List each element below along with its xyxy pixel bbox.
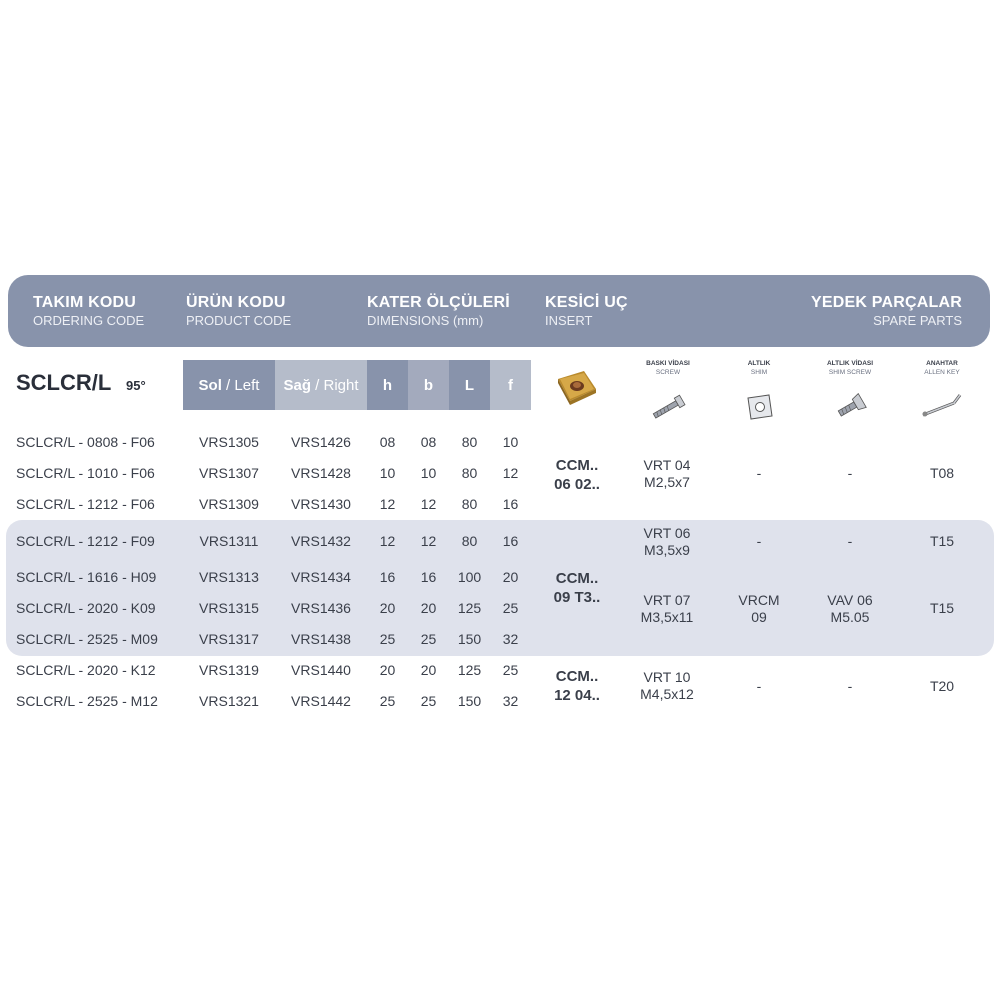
group-1-shim: - bbox=[756, 465, 762, 481]
group-2-screw-b-line1: VRT 07 bbox=[643, 592, 691, 608]
row-right-cell: VRS1432 bbox=[291, 533, 351, 549]
row-b-cell: 08 bbox=[420, 434, 437, 450]
header-spare-tr: YEDEK PARÇALAR bbox=[811, 294, 962, 311]
row-left-cell: VRS1317 bbox=[199, 631, 259, 647]
group-2-shim-screw-b-line2: M5.05 bbox=[830, 609, 870, 625]
row-b-cell: 20 bbox=[420, 662, 437, 678]
row-right-cell: VRS1434 bbox=[291, 569, 351, 585]
group-1-screw-line2: M2,5x7 bbox=[644, 474, 690, 490]
row-h-cell: 25 bbox=[379, 631, 396, 647]
row-code-cell: SCLCR/L - 2020 - K12 bbox=[16, 662, 156, 678]
group-3-allen-key: T20 bbox=[929, 678, 955, 694]
row-right-cell: VRS1436 bbox=[291, 600, 351, 616]
row-b-cell: 10 bbox=[420, 465, 437, 481]
row-h-cell: 08 bbox=[379, 434, 396, 450]
row-h-cell: 12 bbox=[379, 496, 396, 512]
group-2-shim-b bbox=[714, 592, 804, 626]
row-right-cell: VRS1430 bbox=[291, 496, 351, 512]
row-f-cell: 32 bbox=[502, 631, 519, 647]
row-L-cell: 150 bbox=[457, 693, 482, 709]
group-3-screw-line2: M4,5x12 bbox=[640, 686, 694, 702]
spare-header-shim bbox=[714, 359, 804, 377]
subheader-b: b bbox=[408, 360, 449, 410]
group-3-screw-line1: VRT 10 bbox=[643, 669, 691, 685]
spare-header-screw bbox=[623, 359, 713, 377]
row-L-cell: 80 bbox=[461, 465, 478, 481]
spare-header-allen-key bbox=[897, 359, 987, 377]
row-b-cell: 12 bbox=[420, 496, 437, 512]
spare-header-shim-screw-tr: ALTLIK VİDASI bbox=[826, 360, 874, 367]
row-L-cell: 80 bbox=[461, 434, 478, 450]
subheader-right-tr: Sağ bbox=[283, 376, 311, 394]
row-L-cell: 100 bbox=[457, 569, 482, 585]
row-left-cell: VRS1305 bbox=[199, 434, 259, 450]
row-code-cell: SCLCR/L - 2525 - M09 bbox=[16, 631, 158, 647]
group-2-screw-a-line1: VRT 06 bbox=[643, 525, 691, 541]
row-code-cell: SCLCR/L - 1616 - H09 bbox=[16, 569, 157, 585]
group-3-screw bbox=[622, 669, 712, 703]
group-3-insert-line1: CCM.. bbox=[555, 668, 599, 685]
row-L-cell: 80 bbox=[461, 533, 478, 549]
row-L-cell: 125 bbox=[457, 662, 482, 678]
row-L-cell: 125 bbox=[457, 600, 482, 616]
row-code-cell: SCLCR/L - 1212 - F09 bbox=[16, 533, 155, 549]
header-ordering-en: ORDERING CODE bbox=[33, 313, 145, 328]
group-1-insert-line1: CCM.. bbox=[555, 457, 599, 474]
row-b-cell: 16 bbox=[420, 569, 437, 585]
spare-header-allen-key-tr: ANAHTAR bbox=[926, 360, 958, 367]
subheader-left bbox=[183, 360, 275, 410]
row-code-cell: SCLCR/L - 2020 - K09 bbox=[16, 600, 156, 616]
product-title: SCLCR/L bbox=[16, 370, 112, 395]
header-product-code bbox=[186, 293, 291, 329]
row-code-cell: SCLCR/L - 1212 - F06 bbox=[16, 496, 155, 512]
row-f-cell: 20 bbox=[502, 569, 519, 585]
group-2-insert-line2: 09 T3.. bbox=[553, 589, 601, 606]
header-ordering-code bbox=[33, 293, 144, 329]
header-product-en: PRODUCT CODE bbox=[186, 313, 292, 328]
row-f-cell: 25 bbox=[502, 662, 519, 678]
group-2-screw-a bbox=[622, 525, 712, 559]
group-1-allen-key: T08 bbox=[929, 465, 955, 481]
subheader-L: L bbox=[449, 360, 490, 410]
header-insert-tr: KESİCİ UÇ bbox=[545, 294, 628, 311]
row-f-cell: 32 bbox=[502, 693, 519, 709]
spare-header-shim-screw bbox=[805, 359, 895, 377]
group-1-screw bbox=[622, 457, 712, 491]
subheader-left-tr: Sol bbox=[198, 376, 222, 394]
row-h-cell: 20 bbox=[379, 662, 396, 678]
group-1-insert-line2: 06 02.. bbox=[554, 476, 600, 493]
subheader-h: h bbox=[367, 360, 408, 410]
row-code-cell: SCLCR/L - 1010 - F06 bbox=[16, 465, 155, 481]
group-2-shim-screw-b bbox=[805, 592, 895, 626]
row-h-cell: 20 bbox=[379, 600, 396, 616]
subheader-right-en: Right bbox=[323, 376, 359, 394]
row-b-cell: 20 bbox=[420, 600, 437, 616]
subheader-left-en: Left bbox=[234, 376, 260, 394]
group-2-shim-b-line2: 09 bbox=[751, 609, 767, 625]
row-f-cell: 16 bbox=[502, 496, 519, 512]
allen-key-icon bbox=[920, 393, 966, 421]
group-3-insert-line2: 12 04.. bbox=[554, 687, 600, 704]
row-h-cell: 10 bbox=[379, 465, 396, 481]
product-angle: 95° bbox=[126, 378, 146, 393]
shim-icon bbox=[745, 392, 775, 422]
subheader-left-sep: / bbox=[221, 376, 235, 394]
row-left-cell: VRS1321 bbox=[199, 693, 259, 709]
row-b-cell: 25 bbox=[420, 631, 437, 647]
screw-icon bbox=[648, 392, 690, 422]
spare-header-shim-screw-en: SHIM SCREW bbox=[828, 369, 872, 376]
header-dimensions bbox=[367, 293, 510, 329]
row-h-cell: 25 bbox=[379, 693, 396, 709]
subheader-right-sep: / bbox=[310, 376, 324, 394]
row-code-cell: SCLCR/L - 0808 - F06 bbox=[16, 434, 155, 450]
header-ordering-tr: TAKIM KODU bbox=[33, 294, 137, 311]
row-f-cell: 25 bbox=[502, 600, 519, 616]
group-1-insert bbox=[540, 456, 614, 494]
row-L-cell: 80 bbox=[461, 496, 478, 512]
spare-header-allen-key-en: ALLEN KEY bbox=[924, 369, 960, 376]
row-left-cell: VRS1315 bbox=[199, 600, 259, 616]
row-right-cell: VRS1442 bbox=[291, 693, 351, 709]
spare-header-screw-tr: BASKI VİDASI bbox=[646, 360, 690, 367]
subheader-f: f bbox=[490, 360, 531, 410]
row-f-cell: 12 bbox=[502, 465, 519, 481]
row-left-cell: VRS1307 bbox=[199, 465, 259, 481]
table-header-bar bbox=[8, 275, 990, 347]
group-2-screw-a-line2: M3,5x9 bbox=[644, 542, 690, 558]
shim-screw-icon bbox=[834, 393, 868, 421]
row-h-cell: 16 bbox=[379, 569, 396, 585]
header-insert-en: INSERT bbox=[545, 313, 593, 328]
group-2-shim-screw-b-line1: VAV 06 bbox=[827, 592, 873, 608]
row-left-cell: VRS1309 bbox=[199, 496, 259, 512]
group-2-screw-b-line2: M3,5x11 bbox=[640, 609, 694, 625]
group-3-insert bbox=[540, 667, 614, 705]
row-L-cell: 150 bbox=[457, 631, 482, 647]
header-dimensions-en: DIMENSIONS (mm) bbox=[367, 313, 484, 328]
row-right-cell: VRS1440 bbox=[291, 662, 351, 678]
spare-header-shim-tr: ALTLIK bbox=[747, 360, 771, 367]
group-2-allen-key-b: T15 bbox=[929, 600, 955, 616]
row-f-cell: 16 bbox=[502, 533, 519, 549]
header-spare-en: SPARE PARTS bbox=[873, 313, 962, 328]
row-right-cell: VRS1428 bbox=[291, 465, 351, 481]
group-2-allen-key-a: T15 bbox=[929, 533, 955, 549]
row-left-cell: VRS1319 bbox=[199, 662, 259, 678]
spare-header-screw-en: SCREW bbox=[655, 369, 681, 376]
row-b-cell: 25 bbox=[420, 693, 437, 709]
row-right-cell: VRS1426 bbox=[291, 434, 351, 450]
row-code-cell: SCLCR/L - 2525 - M12 bbox=[16, 693, 158, 709]
header-insert bbox=[545, 293, 628, 329]
group-2-shim-b-line1: VRCM bbox=[738, 592, 780, 608]
insert-icon bbox=[554, 367, 598, 407]
header-spare-parts bbox=[811, 293, 962, 329]
row-f-cell: 10 bbox=[502, 434, 519, 450]
group-3-shim-screw: - bbox=[847, 678, 853, 694]
group-2-insert-line1: CCM.. bbox=[555, 570, 599, 587]
row-right-cell: VRS1438 bbox=[291, 631, 351, 647]
spare-header-shim-en: SHIM bbox=[750, 369, 768, 376]
subheader-right bbox=[275, 360, 367, 410]
group-2-insert bbox=[540, 569, 614, 607]
header-product-tr: ÜRÜN KODU bbox=[186, 294, 286, 311]
row-h-cell: 12 bbox=[379, 533, 396, 549]
row-b-cell: 12 bbox=[420, 533, 437, 549]
group-1-screw-line1: VRT 04 bbox=[643, 457, 691, 473]
group-1-shim-screw: - bbox=[847, 465, 853, 481]
group-2-shim-a: - bbox=[756, 533, 762, 549]
row-left-cell: VRS1313 bbox=[199, 569, 259, 585]
group-3-shim: - bbox=[756, 678, 762, 694]
group-2-screw-b bbox=[622, 592, 712, 626]
row-left-cell: VRS1311 bbox=[199, 533, 259, 549]
header-dimensions-tr: KATER ÖLÇÜLERİ bbox=[367, 294, 510, 311]
group-2-shim-screw-a: - bbox=[847, 533, 853, 549]
